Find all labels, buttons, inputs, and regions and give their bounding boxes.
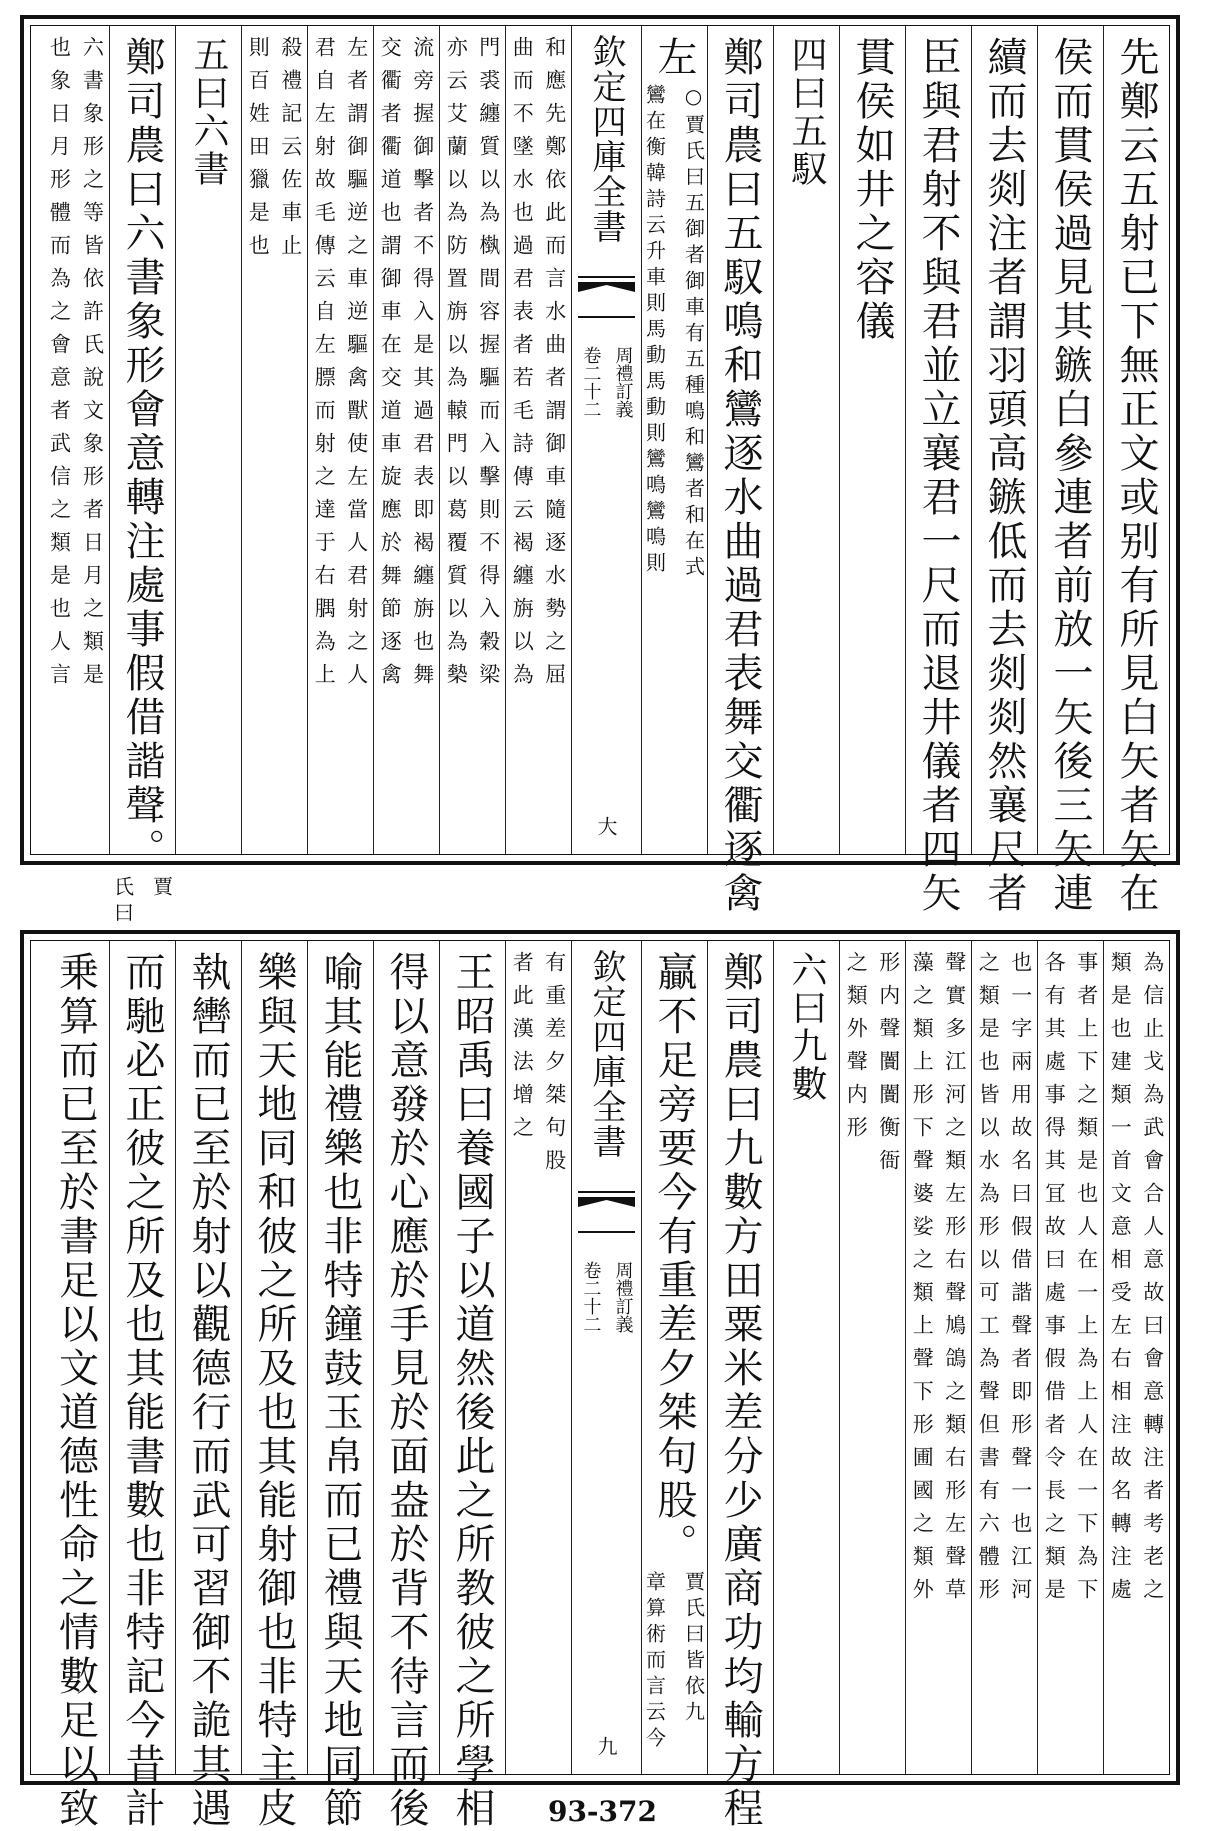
main-text-column: 臣與君射不與君並立襄君一尺而退井儀者四矢 (915, 36, 961, 916)
book-title: 周禮訂義 (612, 346, 634, 418)
right-column (641, 941, 707, 1774)
left-column (241, 26, 307, 854)
right-column (905, 941, 971, 1774)
main-text-column: 而馳必正彼之所及也其能書數也非特記今昔計 (119, 951, 165, 1831)
commentary-double-line (506, 26, 571, 854)
main-text-segment: 鄭司農曰六書象形會意轉注處事假借諧聲。 (119, 36, 165, 872)
left-column (241, 941, 307, 1831)
mixed-text-column (642, 951, 707, 1753)
right-column (971, 941, 1037, 1774)
commentary-double-line (1038, 941, 1103, 1774)
folio-number: 九 (594, 1736, 618, 1756)
right-column (1103, 26, 1169, 916)
mixed-text-column (642, 36, 707, 582)
commentary-left-line: 君自左射故毛傳云自左膘而射之達于右腢為上 (312, 36, 337, 696)
commentary-right-line: 聲實多江河之類左形右聲鳩鴿之類右形左聲草 (942, 951, 967, 1611)
commentary-right-line: 流旁握御擊者不得入是其過君表即褐纏旃也舞 (410, 36, 435, 696)
right-column (839, 941, 905, 1774)
commentary-right-line: 賈氏曰皆依九 (681, 1571, 706, 1727)
collection-title: 欽定四庫全書 (586, 949, 626, 1159)
right-column (773, 26, 839, 854)
book-meta (578, 1261, 636, 1333)
left-column (307, 941, 373, 1831)
main-text-column: 續而去剡注者謂羽頭高鏃低而去剡剡然襄尺者 (981, 36, 1027, 916)
commentary-right-line: 事者上下之類是也人在一上為上人在一下為下 (1074, 951, 1099, 1611)
left-column (505, 941, 571, 1774)
left-column (373, 941, 439, 1831)
book-title: 周禮訂義 (612, 1261, 634, 1333)
main-text-column: 得以意發於心應於手見於面盎於背不待言而後 (383, 951, 429, 1831)
commentary-left-line: 曲而不墜水也過君表者若毛詩傳云褐纏旃以為 (510, 36, 535, 696)
left-column (307, 26, 373, 854)
volume-label: 卷二十二 (580, 346, 602, 418)
left-column (109, 941, 175, 1831)
commentary-double-line (840, 941, 905, 1774)
main-text-column: 鄭司農曰五馭鳴和鸞逐水曲過君表舞交衢逐禽 (717, 36, 763, 916)
commentary-left-line: 類是也建類一首文意相受左右相注故名轉注處 (1108, 951, 1133, 1611)
main-text-column: 侯而貫侯過見其鏃白參連者前放一矢後三矢連 (1047, 36, 1093, 916)
main-text-segment: 贏不足旁要今有重差夕桀句股。 (651, 951, 697, 1567)
main-text-column: 鄭司農曰九數方田粟米差分少廣商功均輸方程 (717, 951, 763, 1831)
center-fold-strip (571, 941, 641, 1774)
commentary-right-line: 形内聲闠闠衡衙 (876, 951, 901, 1182)
main-text-column: 執轡而已至於射以觀德行而武可習御不詭其遇 (185, 951, 231, 1831)
top-page-columns (31, 26, 1169, 928)
commentary-left-line: 亦云艾蘭以為防置旃以為轅門以葛覆質以為槷 (444, 36, 469, 696)
commentary-double-line (506, 941, 571, 1774)
left-column (373, 26, 439, 854)
top-page-frame (30, 25, 1170, 928)
commentary-right-line: 門裘纏質以為槸間容握驅而入擊則不得入穀梁 (476, 36, 501, 696)
left-column (109, 26, 175, 928)
right-column (1037, 26, 1103, 916)
commentary-double-line (43, 26, 109, 854)
commentary-left-line: 氏曰 (110, 876, 135, 928)
commentary-right-line: 賈 (149, 876, 174, 902)
right-column (773, 941, 839, 1774)
left-column (175, 941, 241, 1831)
main-text-column: 乗算而已至於書足以文道德性命之情數足以致 (52, 951, 99, 1831)
right-column (1103, 941, 1169, 1774)
commentary-double-line (906, 941, 971, 1774)
commentary-left-line: 章算術而言云今 (642, 1571, 667, 1753)
commentary-right-line: 六書象形之等皆依許氏說文象形者日月之類是 (80, 36, 105, 696)
commentary-double-line (109, 876, 177, 928)
commentary-left-line: 則百姓田獵是也 (246, 36, 271, 267)
left-column (43, 26, 109, 854)
left-column (175, 26, 241, 854)
commentary-left-line: 之類外聲内形 (844, 951, 869, 1149)
volume-label: 卷二十二 (580, 1261, 602, 1333)
collection-title: 欽定四庫全書 (586, 34, 626, 244)
book-meta (578, 346, 636, 418)
right-column (707, 26, 773, 916)
commentary-right-line: 殺禮記云佐車止 (278, 36, 303, 267)
commentary-double-line (308, 26, 373, 854)
main-text-column: 先鄭云五射已下無正文或别有所見白矢者矢在 (1113, 36, 1159, 916)
section-heading: 四曰五馭 (786, 36, 827, 188)
left-column (505, 26, 571, 854)
commentary-left-line: 鸞在衡韓詩云升車則馬動馬動則鸞鳴鸞鳴則 (642, 84, 667, 578)
right-column (971, 26, 1037, 916)
commentary-double-line (1104, 941, 1169, 1774)
commentary-left-line: 各有其處事得其冝故曰處事假借者令長之類是 (1042, 951, 1067, 1611)
center-fold-strip (571, 26, 641, 854)
commentary-left-line: 藻之類上形下聲婆娑之類上聲下形圃國之類外 (910, 951, 935, 1611)
section-heading: 五曰六書 (188, 36, 229, 188)
top-page (20, 15, 1180, 928)
left-column (43, 941, 109, 1831)
main-text-segment: 左 (651, 36, 697, 80)
fishtail-mark-icon (578, 1191, 635, 1233)
fishtail-mark-icon (578, 276, 635, 318)
right-column (1037, 941, 1103, 1774)
commentary-double-line (242, 26, 307, 854)
commentary-left-line: 之類是也皆以水為形以可工為聲但書有六體形 (976, 951, 1001, 1611)
page-number: 93-372 (547, 1795, 658, 1828)
left-column (439, 941, 505, 1831)
right-column (839, 26, 905, 854)
commentary-double-line (641, 84, 709, 582)
commentary-left-line: 者此漢法增之 (510, 951, 535, 1149)
right-column (905, 26, 971, 916)
commentary-double-line (374, 26, 439, 854)
commentary-right-line: ○賈氏曰五御者御車有五種鳴和鸞者和在式 (681, 84, 706, 582)
commentary-right-line: 也一字兩用故名曰假借諧聲者即形聲一也江河 (1008, 951, 1033, 1611)
left-column (439, 26, 505, 854)
section-heading: 六曰九數 (786, 951, 827, 1103)
commentary-right-line: 左者謂御驅逆之車逆驅禽獸使左當人君射之人 (344, 36, 369, 696)
main-text-column: 樂與天地同和彼之所及也其能射御也非特主皮 (251, 951, 297, 1831)
commentary-double-line (641, 1571, 709, 1753)
commentary-right-line: 和應先鄭依此而言水曲者謂御車隨逐水勢之屈 (542, 36, 567, 696)
main-text-column: 貫侯如井之容儀 (849, 36, 895, 344)
main-text-column: 王昭禹曰養國子以道然後此之所教彼之所學相 (449, 951, 495, 1831)
commentary-left-line: 交衢者衢道也謂御車在交道車旋應於舞節逐禽 (378, 36, 403, 696)
right-column (707, 941, 773, 1831)
folio-number: 大 (594, 816, 618, 836)
right-column (641, 26, 707, 854)
commentary-right-line: 有重差夕桀句股 (542, 951, 567, 1182)
commentary-right-line: 為信止戈為武會合人意故曰會意轉注者考老之 (1140, 951, 1165, 1611)
commentary-double-line (440, 26, 505, 854)
main-text-column: 喻其能禮樂也非特鐘鼓玉帛而已禮與天地同節 (317, 951, 363, 1831)
commentary-double-line (972, 941, 1037, 1774)
commentary-left-line: 也象日月形體而為之會意者武信之類是也人言 (47, 36, 72, 696)
mixed-text-column (110, 36, 175, 928)
